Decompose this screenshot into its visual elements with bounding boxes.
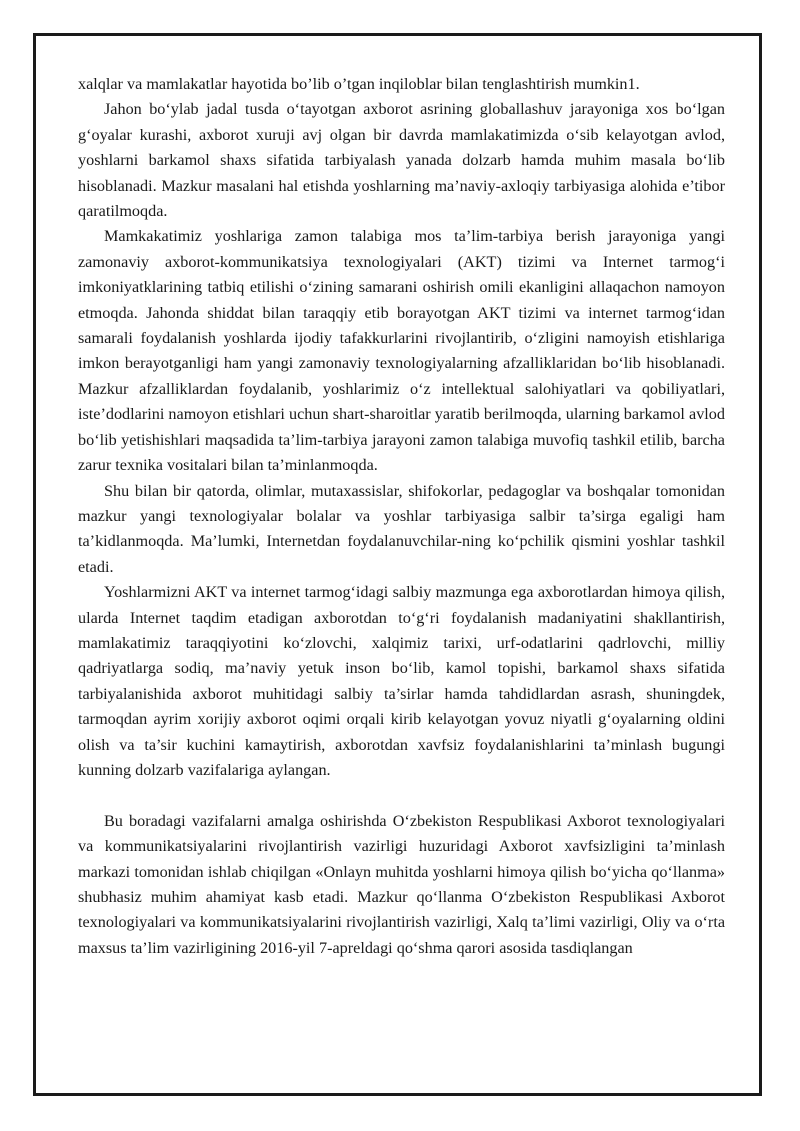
paragraph: Shu bilan bir qatorda, olimlar, mutaxassislar, shifokorlar, pedagoglar va boshqalar tomonidan mazkur yangi texnologiyalar bolalar va yoshlar tarbiyasiga salbir ta’sirga egaligi ham ta’kidlanmoqda. Ma’lumki, Internetdan foydalanuvchilar-ning ko‘pchilik qismini yoshlar tashkil etadi. xyxy=(78,481,725,576)
paragraph-spacer xyxy=(78,783,725,808)
document-body xyxy=(78,72,725,961)
paragraph: Mamkakatimiz yoshlariga zamon talabiga mos ta’lim-tarbiya berish jarayoniga yangi zamonaviy axborot-kommunikatsiya texnologiyalari (AKT) tizimi va Internet tarmog‘i imkoniyatklarining tatbiq etilishi o‘zining samarani oshirish omili ekanligini allaqachon namoyon etmoqda. Jahonda shiddat bilan taraqqiy etib borayotgan AKT tizimi va internet tarmog‘idan samarali foydalanish yoshlarda ijodiy tafakkurlarini rivojlantirib, o‘zligini namoyish etishlariga imkon berayotganligi ham yangi zamonaviy texnologiyalarning afzalliklaridan bo‘lib hisoblanadi. Mazkur afzalliklardan foydalanib, yoshlarimiz o‘z intellektual salohiyatlari va qobiliyatlari, iste’dodlarini namoyon etishlari uchun shart-sharoitlar yaratib berilmoqda, ularning barkamol avlod bo‘lib yetishishlari maqsadida ta’lim-tarbiya jarayoni zamon talabiga muvofiq tashkil etilib, barcha zarur texnika vositalari bilan ta’minlanmoqda. xyxy=(78,227,725,475)
paragraph: Yoshlarmizni AKT va internet tarmog‘idagi salbiy mazmunga ega axborotlardan himoya qilish, ularda Internet taqdim etadigan axborotdan to‘g‘ri foydalanish madaniyatini shakllantirish, mamlakatimiz taraqqiyotini ko‘zlovchi, xalqimiz tarixi, urf-odatlarini qadrlovchi, milliy qadriyatlarga sodiq, ma’naviy yetuk inson bo‘lib, kamol topishi, barkamol shaxs sifatida tarbiyalanishida axborot muhitidagi salbiy ta’sirlar hamda tahdidlardan asrash, shuningdek, tarmoqdan ayrim xorijiy axborot oqimi orqali kirib kelayotgan yovuz niyatli g‘oyalarning oldini olish va ta’sir kuchini kamaytirish, axborotdan xavfsiz foydalanishlarini ta’minlash bugungi kunning dolzarb vazifalariga aylangan. xyxy=(78,583,725,779)
paragraph: Jahon bo‘ylab jadal tusda o‘tayotgan axborot asrining globallashuv jarayoniga xos bo‘lgan g‘oyalar kurashi, axborot xuruji avj olgan bir davrda mamlakatimizda o‘sib kelayotgan avlod, yoshlarni barkamol shaxs sifatida tarbiyalash yanada dolzarb hamda muhim masala bo‘lib hisoblanadi. Mazkur masalani hal etishda yoshlarning ma’naviy-axloqiy tarbiyasiga alohida e’tibor qaratilmoqda. xyxy=(78,100,725,221)
paragraph-continuation: xalqlar va mamlakatlar hayotida bo’lib o’tgan inqiloblar bilan tenglashtirish mumkin1. xyxy=(78,75,640,93)
paragraph: Bu boradagi vazifalarni amalga oshirishda O‘zbekiston Respublikasi Axborot texnologiyalari va kommunikatsiyalarini rivojlantirish vazirligi huzuridagi Axborot xavfsizligini ta’minlash markazi tomonidan ishlab chiqilgan «Onlayn muhitda yoshlarni himoya qilish bo‘yicha qo‘llanma» shubhasiz muhim ahamiyat kasb etadi. Mazkur qo‘llanma O‘zbekiston Respublikasi Axborot texnologiyalari va kommunikatsiyalarini rivojlantirish vazirligi, Xalq ta’limi vazirligi, Oliy va o‘rta maxsus ta’lim vazirligining 2016-yil 7-apreldagi qo‘shma qarori asosida tasdiqlangan xyxy=(78,811,725,957)
